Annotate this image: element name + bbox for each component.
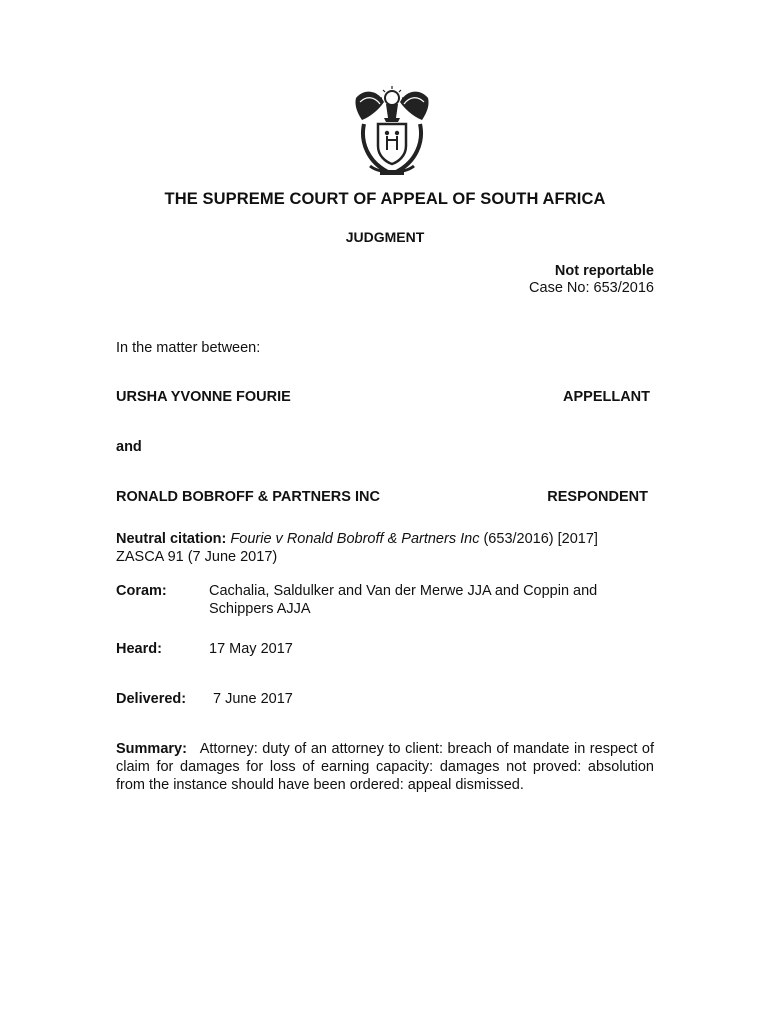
summary-label: Summary: — [116, 741, 187, 757]
case-info — [529, 263, 654, 297]
appellant-role: APPELLANT — [563, 389, 650, 405]
coram-value — [209, 582, 597, 618]
coram-line-2: Schippers AJJA — [209, 601, 311, 617]
document-type: JUDGMENT — [345, 229, 425, 245]
respondent-name: RONALD BOBROFF & PARTNERS INC — [116, 489, 380, 505]
delivered-value: 7 June 2017 — [213, 691, 293, 707]
coat-of-arms-icon — [350, 86, 434, 178]
summary — [116, 740, 654, 794]
coram-label: Coram: — [116, 583, 167, 599]
citation-label: Neutral citation: — [116, 531, 227, 547]
delivered-label: Delivered: — [116, 691, 187, 707]
coram-line-1: Cachalia, Saldulker and Van der Merwe JJA and Coppin and — [209, 583, 598, 599]
reportable-status: Not reportable — [554, 263, 654, 279]
citation-reference: (653/2016) [2017] — [479, 531, 598, 547]
appellant-name: URSHA YVONNE FOURIE — [116, 389, 291, 405]
neutral-citation — [116, 530, 654, 566]
summary-text: Attorney: duty of an attorney to client: breach of mandate in respect of claim for damages for loss of earning capacity: damages not proved: absolution from the instance should have been ordered: appeal dismissed. — [116, 741, 654, 793]
conjunction: and — [116, 439, 142, 455]
citation-case-title: Fourie v Ronald Bobroff & Partners Inc — [230, 531, 480, 547]
case-number: Case No: 653/2016 — [529, 280, 654, 296]
respondent-role: RESPONDENT — [547, 489, 648, 505]
citation-reference-line2: ZASCA 91 (7 June 2017) — [116, 549, 278, 565]
heard-value: 17 May 2017 — [209, 641, 293, 657]
matter-intro: In the matter between: — [116, 340, 261, 356]
court-title: THE SUPREME COURT OF APPEAL OF SOUTH AFRICA — [164, 190, 606, 208]
heard-label: Heard: — [116, 641, 162, 657]
